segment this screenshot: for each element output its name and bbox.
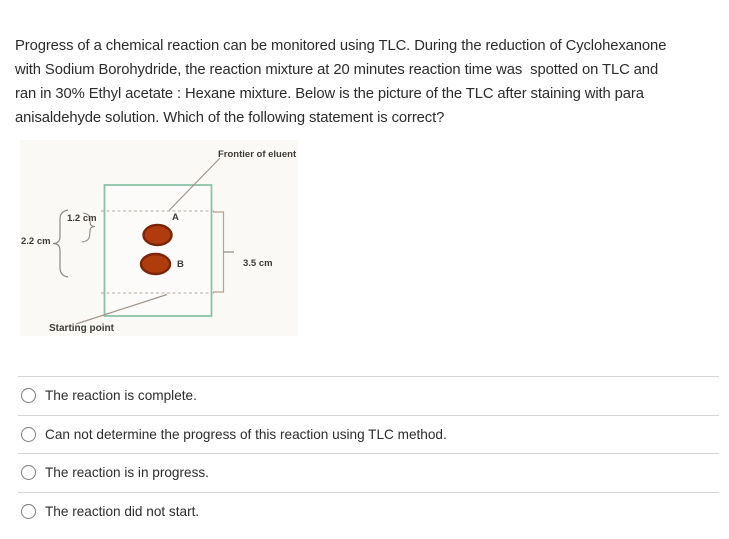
answer-option-label: The reaction is in progress. <box>45 465 209 481</box>
tlc-diagram-svg <box>20 140 298 336</box>
radio-button[interactable] <box>21 427 36 442</box>
answer-options-list <box>18 376 719 530</box>
frontier-of-eluent-label: Frontier of eluent <box>218 149 297 160</box>
answer-option-label: The reaction is complete. <box>45 388 197 404</box>
answer-option-row[interactable] <box>18 453 719 492</box>
distance-3-5-cm-label: 3.5 cm <box>243 258 273 269</box>
tlc-diagram-image <box>20 140 298 336</box>
answer-option-label: Can not determine the progress of this reaction using TLC method. <box>45 426 447 442</box>
tlc-spot-a <box>144 225 172 245</box>
question-text <box>15 34 725 130</box>
answer-option-row[interactable] <box>18 376 719 415</box>
question-line: Progress of a chemical reaction can be monitored using TLC. During the reduction of Cyclohexanone <box>15 38 667 54</box>
distance-2-2-cm-label: 2.2 cm <box>21 236 51 247</box>
radio-button[interactable] <box>21 465 36 480</box>
question-line: with Sodium Borohydride, the reaction mixture at 20 minutes reaction time was spotted on TLC and <box>15 62 659 78</box>
radio-button[interactable] <box>21 504 36 519</box>
radio-button[interactable] <box>21 388 36 403</box>
brace-2-2-cm <box>53 210 68 277</box>
spot-b-label: B <box>177 259 184 270</box>
distance-1-2-cm-label: 1.2 cm <box>67 213 97 224</box>
tlc-plate <box>105 185 212 316</box>
spot-a-label: A <box>172 212 179 223</box>
tlc-spot-b <box>141 254 170 274</box>
question-line: ran in 30% Ethyl acetate : Hexane mixture. Below is the picture of the TLC after staining with para <box>15 86 644 102</box>
question-line: anisaldehyde solution. Which of the following statement is correct? <box>15 110 445 126</box>
starting-point-label: Starting point <box>49 323 114 334</box>
bracket-3-5-cm <box>213 212 224 292</box>
answer-option-row[interactable] <box>18 415 719 454</box>
answer-option-label: The reaction did not start. <box>45 503 200 519</box>
answer-option-row[interactable] <box>18 492 719 531</box>
